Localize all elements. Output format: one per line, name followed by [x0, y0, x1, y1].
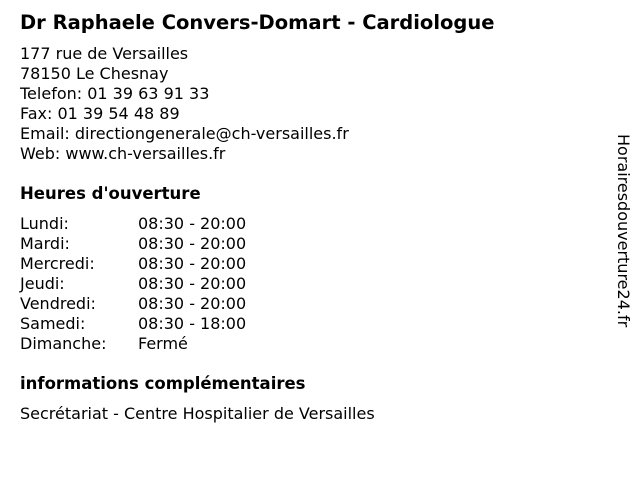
address-city: 78150 Le Chesnay — [20, 64, 169, 83]
day-label: Samedi: — [20, 314, 86, 333]
fax-number: Fax: 01 39 54 48 89 — [20, 104, 180, 123]
day-label: Mardi: — [20, 234, 70, 253]
time-range: 08:30 - 20:00 — [138, 294, 247, 313]
day-label: Jeudi: — [20, 274, 65, 293]
email-address: Email: directiongenerale@ch-versailles.fr — [20, 124, 349, 143]
day-label: Dimanche: — [20, 334, 107, 353]
website: Web: www.ch-versailles.fr — [20, 144, 226, 163]
time-range: 08:30 - 20:00 — [138, 214, 247, 233]
site-watermark: Horairesdouverture24.fr — [614, 134, 633, 328]
info-text: Secrétariat - Centre Hospitalier de Versailles — [20, 404, 375, 423]
time-range: Fermé — [138, 334, 188, 353]
info-heading: informations complémentaires — [20, 374, 306, 393]
day-label: Lundi: — [20, 214, 69, 233]
page-title: Dr Raphaele Convers-Domart - Cardiologue — [20, 11, 495, 34]
time-range: 08:30 - 20:00 — [138, 234, 247, 253]
day-label: Vendredi: — [20, 294, 96, 313]
address-block — [20, 44, 349, 164]
address-street: 177 rue de Versailles — [20, 44, 189, 63]
day-label: Mercredi: — [20, 254, 95, 273]
time-range: 08:30 - 18:00 — [138, 314, 247, 333]
phone-number: Telefon: 01 39 63 91 33 — [20, 84, 210, 103]
time-range: 08:30 - 20:00 — [138, 254, 247, 273]
hours-heading: Heures d'ouverture — [20, 184, 201, 203]
time-range: 08:30 - 20:00 — [138, 274, 247, 293]
